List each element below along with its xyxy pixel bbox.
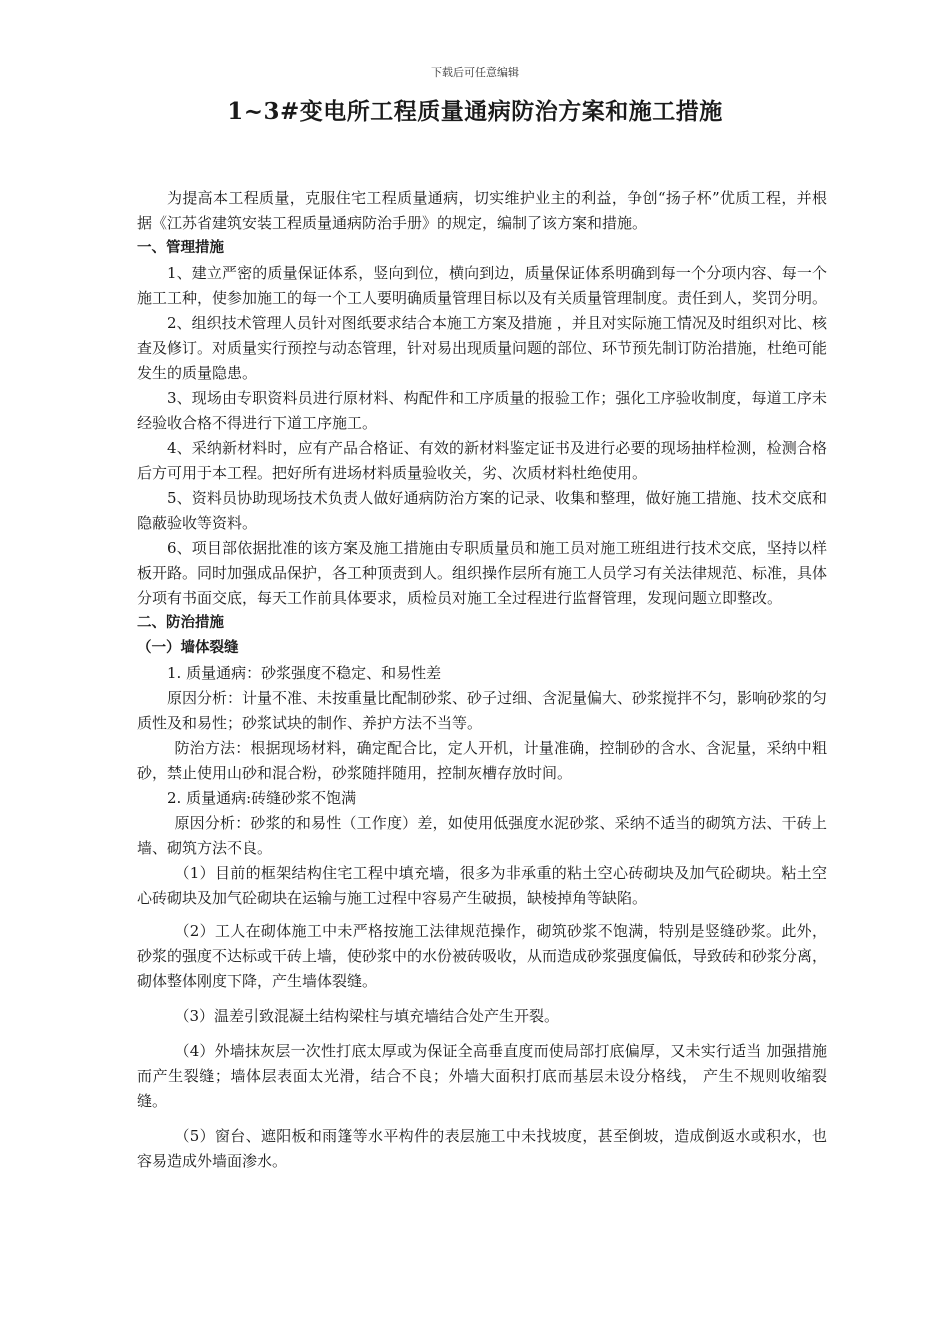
header-note: 下载后可任意编辑 xyxy=(431,66,519,79)
management-item: 6、项目部依据批准的该方案及施工措施由专职质量员和施工员对施工班组进行技术交底，坚持以样板开路。同时加强成品保护，各工种顶责到人。组织操作层所有施工人员学习有关法律规范、标准，具体分项有书面交底，每天工作前具体要求，质检员对施工全过程进行监督管理，发现问题立即整改。 xyxy=(137,539,828,607)
quality-issue: 2. 质量通病:砖缝砂浆不饱满 xyxy=(167,789,357,807)
cause-analysis: 原因分析：砂浆的和易性（工作度）差，如使用低强度水泥砂浆、采纳不适当的砌筑方法、干砖上墙、砌筑方法不良。 xyxy=(137,814,827,857)
document-body xyxy=(137,186,827,1174)
subsection-heading-wall-cracks: （一）墙体裂缝 xyxy=(137,640,239,656)
cause-point: （1）目前的框架结构住宅工程中填充墙，很多为非承重的粘土空心砖砌块及加气砼砌块。粘土空心砖砌块及加气砼砌块在运输与施工过程中容易产生破损，缺棱掉角等缺陷。 xyxy=(137,864,827,907)
management-item: 2、组织技术管理人员针对图纸要求结合本施工方案及措施 ，并且对实际施工情况及时组织对比、核查及修订。对质量实行预控与动态管理，针对易出现质量问题的部位、环节预先制订防治措施，杜绝可能发生的质量隐患。 xyxy=(137,314,828,382)
section-heading-management: 一、管理措施 xyxy=(137,240,224,256)
quality-issue: 1. 质量通病：砂浆强度不稳定、和易性差 xyxy=(167,664,442,682)
management-item: 5、资料员协助现场技术负责人做好通病防治方案的记录、收集和整理，做好施工措施、技术交底和隐蔽验收等资料。 xyxy=(137,489,827,532)
cause-point: （2）工人在砌体施工中未严格按施工法律规范操作，砌筑砂浆不饱满，特别是竖缝砂浆。此外，砂浆的强度不达标或干砖上墙，使砂浆中的水份被砖吸收，从而造成砂浆强度偏低，导致砖和砂浆分离，砌体整体刚度下降，产生墙体裂缝。 xyxy=(137,922,828,990)
management-item: 1、建立严密的质量保证体系，竖向到位，横向到边，质量保证体系明确到每一个分项内容、每一个施工工种，使参加施工的每一个工人要明确质量管理目标以及有关质量管理制度。责任到人，奖罚分明。 xyxy=(137,264,828,307)
cause-point: （3）温差引致混凝土结构梁柱与填充墙结合处产生开裂。 xyxy=(174,1007,560,1025)
cause-point: （4）外墙抹灰层一次性打底太厚或为保证全高垂直度而使局部打底偏厚，又未实行适当 加强措施而产生裂缝；墙体层表面太光滑，结合不良；外墙大面积打底而基层未设分格线， 产生不规则收缩裂缝。 xyxy=(137,1042,827,1110)
management-item: 3、现场由专职资料员进行原材料、构配件和工序质量的报验工作；强化工序验收制度，每道工序未经验收合格不得进行下道工序施工。 xyxy=(137,389,827,432)
prevention-method: 防治方法：根据现场材料，确定配合比，定人开机，计量准确，控制砂的含水、含泥量，采纳中粗砂，禁止使用山砂和混合粉，砂浆随拌随用，控制灰槽存放时间。 xyxy=(137,739,827,782)
management-item: 4、采纳新材料时，应有产品合格证、有效的新材料鉴定证书及进行必要的现场抽样检测，检测合格后方可用于本工程。把好所有进场材料质量验收关，劣、次质材料杜绝使用。 xyxy=(137,439,827,482)
section-heading-prevention: 二、防治措施 xyxy=(137,615,224,631)
cause-analysis: 原因分析：计量不准、未按重量比配制砂浆、砂子过细、含泥量偏大、砂浆搅拌不匀，影响砂浆的匀质性及和易性；砂浆试块的制作、养护方法不当等。 xyxy=(137,689,828,732)
cause-point: （5）窗台、遮阳板和雨篷等水平构件的表层施工中未找坡度，甚至倒坡，造成倒返水或积水，也容易造成外墙面渗水。 xyxy=(137,1127,827,1170)
intro-paragraph: 为提高本工程质量，克服住宅工程质量通病，切实维护业主的利益，争创“扬子杯”优质工程，并根据《江苏省建筑安装工程质量通病防治手册》的规定，编制了该方案和措施。 xyxy=(137,189,827,232)
page-title: 1~3#变电所工程质量通病防治方案和施工措施 xyxy=(227,98,723,125)
